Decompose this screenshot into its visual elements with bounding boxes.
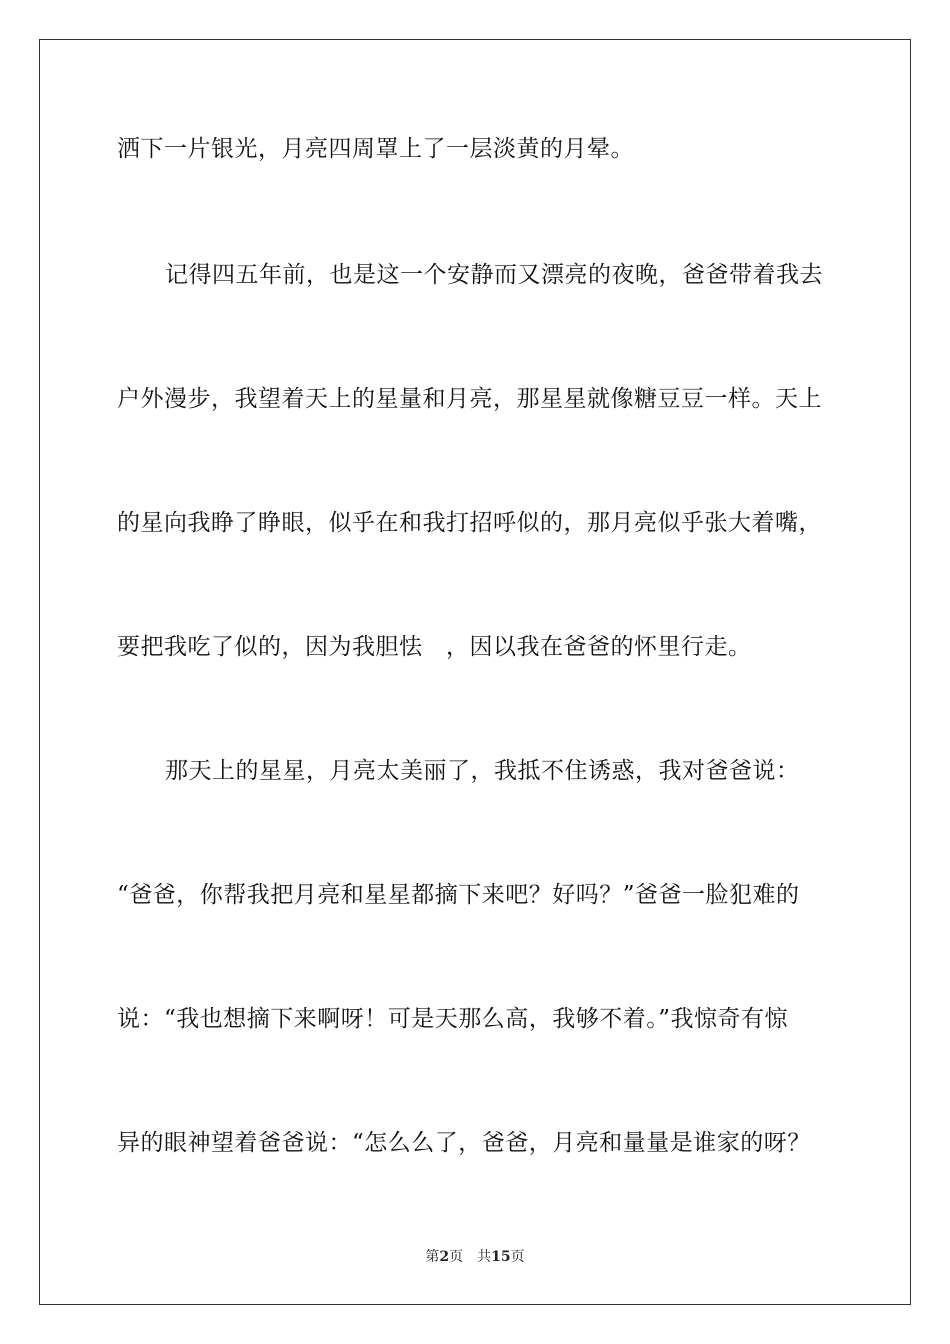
- total-indicator: [477, 1249, 524, 1265]
- total-pages: 15: [491, 1249, 511, 1265]
- page-prefix: 第: [425, 1249, 440, 1265]
- text-line: 户外漫步，我望着天上的星量和月亮，那星星就像糖豆豆一样。天上: [117, 386, 822, 412]
- text-line: 要把我吃了似的，因为我胆怯 ，因以我在爸爸的怀里行走。: [117, 634, 752, 660]
- paragraph-first-line: 那天上的星星，月亮太美丽了，我抵不住诱惑，我对爸爸说：: [165, 758, 800, 784]
- page-indicator: [425, 1249, 463, 1265]
- page-number: 2: [439, 1249, 450, 1265]
- text-line: 洒下一片银光，月亮四周罩上了一层淡黄的月晕。: [117, 136, 634, 162]
- total-prefix: 共: [477, 1249, 492, 1265]
- total-suffix: 页: [510, 1249, 525, 1265]
- page-border: [39, 39, 911, 1305]
- text-line: 说：“我也想摘下来啊呀！可是天那么高，我够不着。”我惊奇有惊: [117, 1006, 789, 1032]
- text-line: 的星向我睁了睁眼，似乎在和我打招呼似的，那月亮似乎张大着嘴，: [117, 510, 822, 536]
- paragraph-first-line: 记得四五年前，也是这一个安静而又漂亮的夜晚，爸爸带着我去: [165, 262, 823, 288]
- page-suffix: 页: [449, 1249, 464, 1265]
- text-line: “爸爸，你帮我把月亮和星星都摘下来吧？好吗？”爸爸一脸犯难的: [117, 882, 800, 908]
- text-line: 异的眼神望着爸爸说：“怎么么了，爸爸，月亮和量量是谁家的呀？: [117, 1130, 811, 1156]
- page-footer: [0, 1248, 950, 1266]
